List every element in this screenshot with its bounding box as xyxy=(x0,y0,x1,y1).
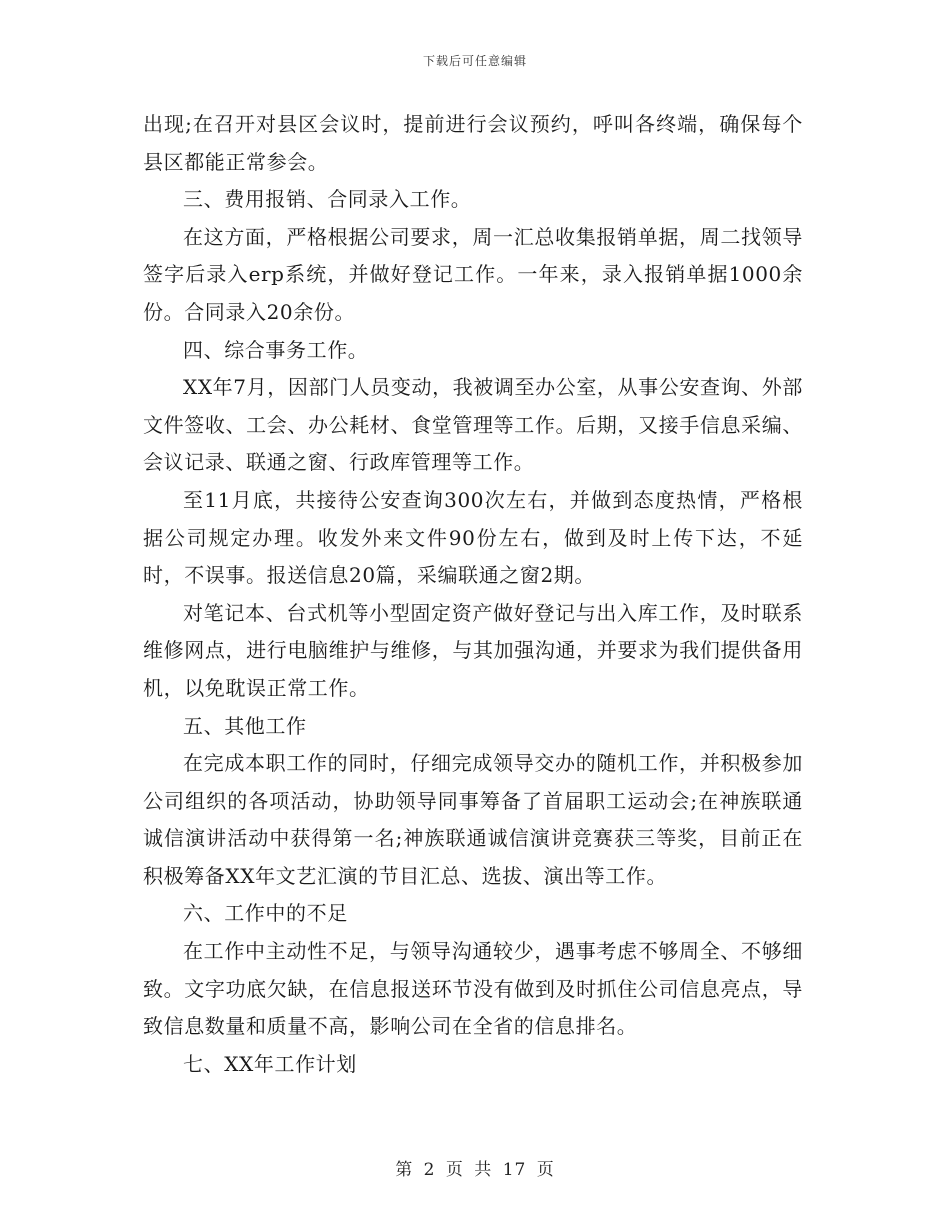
paragraph-shortcomings: 在工作中主动性不足，与领导沟通较少，遇事考虑不够周全、不够细致。文字功底欠缺，在信息报送环节没有做到及时抓住公司信息亮点，导致信息数量和质量不高，影响公司在全省的信息排名。 xyxy=(143,939,803,1039)
paragraph-other-work: 在完成本职工作的同时，仔细完成领导交办的随机工作，并积极参加公司组织的各项活动，协助领导同事筹备了首届职工运动会;在神族联通诚信演讲活动中获得第一名;神族联通诚信演讲竞赛获三等奖，目前正在积极筹备XX年文艺汇演的节目汇总、选拔、演出等工作。 xyxy=(143,751,803,888)
document-body xyxy=(143,106,803,1083)
paragraph-office-transfer: XX年7月，因部门人员变动，我被调至办公室，从事公安查询、外部文件签收、工会、办公耗材、食堂管理等工作。后期，又接手信息采编、会议记录、联通之窗、行政库管理等工作。 xyxy=(143,375,803,475)
page-footer-page-number: 第 2 页 共 17 页 xyxy=(395,1160,555,1180)
paragraph-expense-details: 在这方面，严格根据公司要求，周一汇总收集报销单据，周二找领导签字后录入erp系统，并做好登记工作。一年来，录入报销单据1000余份。合同录入20余份。 xyxy=(143,224,803,324)
paragraph-continuation: 出现;在召开对县区会议时，提前进行会议预约，呼叫各终端，确保每个县区都能正常参会。 xyxy=(143,112,804,174)
page-header: 下载后可任意编辑 xyxy=(422,54,527,68)
section-heading-general-affairs: 四、综合事务工作。 xyxy=(183,337,369,362)
section-heading-shortcomings: 六、工作中的不足 xyxy=(183,901,348,926)
paragraph-fixed-assets: 对笔记本、台式机等小型固定资产做好登记与出入库工作，及时联系维修网点，进行电脑维护与维修，与其加强沟通，并要求为我们提供备用机，以免耽误正常工作。 xyxy=(143,600,803,700)
section-heading-other-work: 五、其他工作 xyxy=(183,713,307,738)
section-heading-work-plan: 七、XX年工作计划 xyxy=(183,1051,357,1076)
section-heading-expense-contract: 三、费用报销、合同录入工作。 xyxy=(183,187,472,212)
paragraph-november-summary: 至11月底，共接待公安查询300次左右，并做到态度热情，严格根据公司规定办理。收发外来文件90份左右，做到及时上传下达，不延时，不误事。报送信息20篇，采编联通之窗2期。 xyxy=(143,487,803,588)
